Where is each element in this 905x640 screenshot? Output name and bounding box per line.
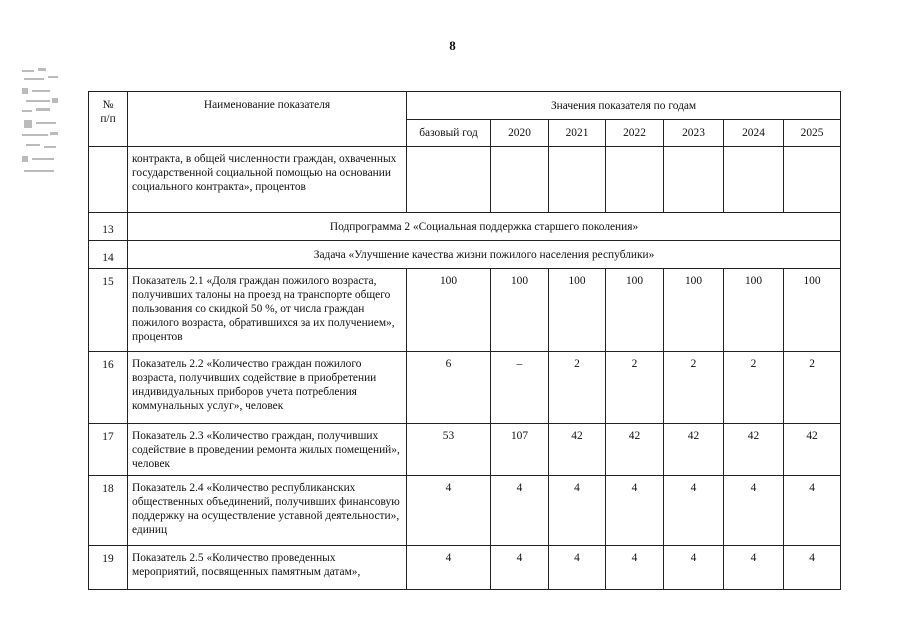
row-number	[89, 147, 128, 213]
value-cell: 100	[784, 269, 841, 352]
header-year: 2023	[664, 120, 724, 147]
row-number: 16	[89, 352, 128, 424]
table-row	[89, 269, 841, 352]
subprogram-title: Подпрограмма 2 «Социальная поддержка старшего поколения»	[128, 213, 841, 241]
indicator-name: Показатель 2.4 «Количество республиканских общественных объединений, получивших финансовую поддержку на осуществление уставной деятельности», единиц	[128, 476, 407, 546]
section-row	[89, 213, 841, 241]
value-cell: 2	[784, 352, 841, 424]
header-values-group: Значения показателя по годам	[407, 92, 841, 120]
row-number: 19	[89, 546, 128, 590]
table-header-row	[89, 92, 841, 120]
header-year: 2025	[784, 120, 841, 147]
value-cell: 53	[407, 424, 491, 476]
value-cell: 100	[724, 269, 784, 352]
row-number: 13	[89, 213, 128, 241]
header-year: 2021	[549, 120, 606, 147]
value-cell: 4	[606, 476, 664, 546]
indicator-name: Показатель 2.1 «Доля граждан пожилого возраста, получивших талоны на проезд на транспорте общего пользования со скидкой 50 %, от числа граждан пожилого возраста, обратившихся за их получением», процентов	[128, 269, 407, 352]
value-cell: 2	[549, 352, 606, 424]
section-row	[89, 241, 841, 269]
table-row	[89, 147, 841, 213]
task-title: Задача «Улучшение качества жизни пожилого населения республики»	[128, 241, 841, 269]
stamp-mark	[20, 66, 64, 178]
value-cell: 2	[724, 352, 784, 424]
value-cell	[664, 147, 724, 213]
row-number: 14	[89, 241, 128, 269]
indicators-table	[88, 91, 841, 590]
indicator-name: Показатель 2.3 «Количество граждан, получивших содействие в проведении ремонта жилых помещений», человек	[128, 424, 407, 476]
value-cell	[549, 147, 606, 213]
value-cell	[606, 147, 664, 213]
value-cell	[784, 147, 841, 213]
value-cell: 4	[606, 546, 664, 590]
table-row	[89, 352, 841, 424]
value-cell: 4	[407, 476, 491, 546]
row-number: 18	[89, 476, 128, 546]
value-cell: 4	[549, 476, 606, 546]
value-cell: 4	[664, 546, 724, 590]
value-cell: 4	[491, 476, 549, 546]
value-cell: 4	[724, 546, 784, 590]
value-cell: 4	[549, 546, 606, 590]
value-cell: 2	[606, 352, 664, 424]
header-name: Наименование показателя	[128, 92, 407, 147]
value-cell: 42	[549, 424, 606, 476]
value-cell: 6	[407, 352, 491, 424]
table-row	[89, 476, 841, 546]
value-cell: 100	[549, 269, 606, 352]
table-row	[89, 546, 841, 590]
indicator-name: контракта, в общей численности граждан, охваченных государственной социальной помощью на основании социального контракта», процентов	[128, 147, 407, 213]
header-year: 2020	[491, 120, 549, 147]
value-cell: 42	[784, 424, 841, 476]
value-cell: 100	[407, 269, 491, 352]
value-cell: –	[491, 352, 549, 424]
header-year: базовый год	[407, 120, 491, 147]
value-cell: 42	[606, 424, 664, 476]
value-cell: 4	[724, 476, 784, 546]
value-cell: 100	[491, 269, 549, 352]
value-cell	[724, 147, 784, 213]
value-cell: 4	[784, 476, 841, 546]
value-cell: 100	[606, 269, 664, 352]
indicator-name: Показатель 2.2 «Количество граждан пожилого возраста, получивших содействие в приобретении индивидуальных приборов учета потребления коммунальных услуг», человек	[128, 352, 407, 424]
header-year: 2022	[606, 120, 664, 147]
value-cell: 100	[664, 269, 724, 352]
value-cell	[491, 147, 549, 213]
value-cell	[407, 147, 491, 213]
row-number: 17	[89, 424, 128, 476]
page-number: 8	[449, 38, 456, 53]
row-number: 15	[89, 269, 128, 352]
value-cell: 4	[664, 476, 724, 546]
value-cell: 2	[664, 352, 724, 424]
value-cell: 4	[407, 546, 491, 590]
indicator-name: Показатель 2.5 «Количество проведенных мероприятий, посвященных памятным датам»,	[128, 546, 407, 590]
table-row	[89, 424, 841, 476]
value-cell: 42	[664, 424, 724, 476]
header-year: 2024	[724, 120, 784, 147]
value-cell: 42	[724, 424, 784, 476]
value-cell: 4	[784, 546, 841, 590]
value-cell: 107	[491, 424, 549, 476]
value-cell: 4	[491, 546, 549, 590]
header-num: № п/п	[89, 92, 128, 147]
